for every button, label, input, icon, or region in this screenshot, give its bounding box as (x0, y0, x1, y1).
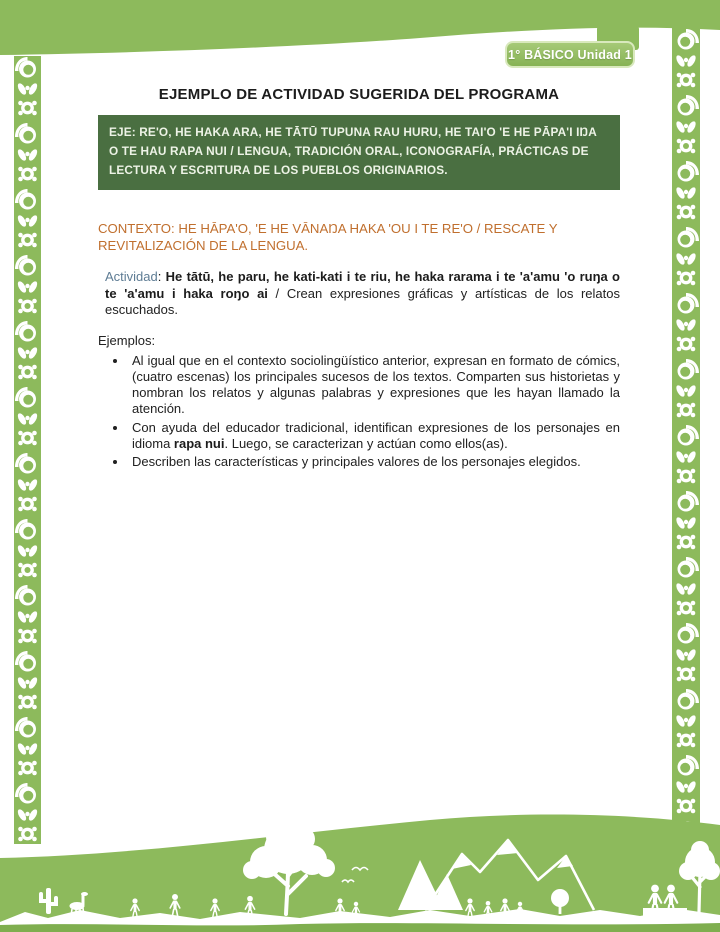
eje-box (98, 115, 620, 190)
bullet-text: Con ayuda del educador tradicional, identifican expresiones de los personajes en idioma (132, 419, 620, 451)
bullet-bold-text: rapa nui (173, 435, 225, 451)
page-title: EJEMPLO DE ACTIVIDAD SUGERIDA DEL PROGRAMA (158, 86, 560, 103)
actividad-paragraph (98, 269, 620, 320)
unit-badge: 1° BÁSICO Unidad 1 (505, 41, 635, 68)
landscape-silhouette-art (0, 812, 720, 932)
actividad-label: Actividad (105, 268, 158, 284)
actividad-separator: / (267, 285, 287, 301)
list-item (128, 420, 620, 452)
bullet-text: Al igual que en el contexto sociolingüístico anterior, expresan en formato de cómics, (cuatro escenas) los principales sucesos de los textos. Comparten sus historietas y nombran los relatos y algunas palabras y expresiones que les hayan llamado la atención. (132, 353, 620, 416)
actividad-spanish-text: Crean expresiones gráficas y artísticas de los relatos escuchados. (105, 285, 620, 318)
content-area (98, 86, 620, 473)
koru-border-left-icon (14, 56, 41, 844)
ejemplos-heading: Ejemplos: (98, 333, 156, 349)
list-item (128, 353, 620, 416)
bullet-text: Describen las características y principales valores de los personajes elegidos. (132, 454, 581, 470)
ejemplos-list (98, 353, 620, 470)
list-item (128, 454, 620, 470)
koru-border-right-icon (672, 28, 700, 850)
actividad-colon: : (157, 268, 166, 284)
contexto-text: CONTEXTO: HE HĀPA'O, 'E HE VĀNAŊA HAKA 'OU I TE RE'O / RESCATE Y REVITALIZACIÓN DE LA LENGUA. (98, 221, 558, 254)
eje-text: EJE: RE'O, HE HAKA ARA, HE TĀTŪ TUPUNA RAU HURU, HE TAI'O 'E HE PĀPA'I IŊA O TE HAU RAPA NUI / LENGUA, TRADICIÓN ORAL, ICONOGRAFÍA, PRÁCTICAS DE LECTURA Y ESCRITURA DE LOS PUEBLOS ORIGINARIOS. (109, 125, 597, 178)
bullet-text: . Luego, se caracterizan y actúan como ellos(as). (224, 435, 508, 451)
actividad-rapanui-text: He tātū, he paru, he kati-kati i te riu, he haka rarama i te 'a'amu 'o ruŋa o te 'a'amu i haka roŋo ai (105, 268, 620, 301)
